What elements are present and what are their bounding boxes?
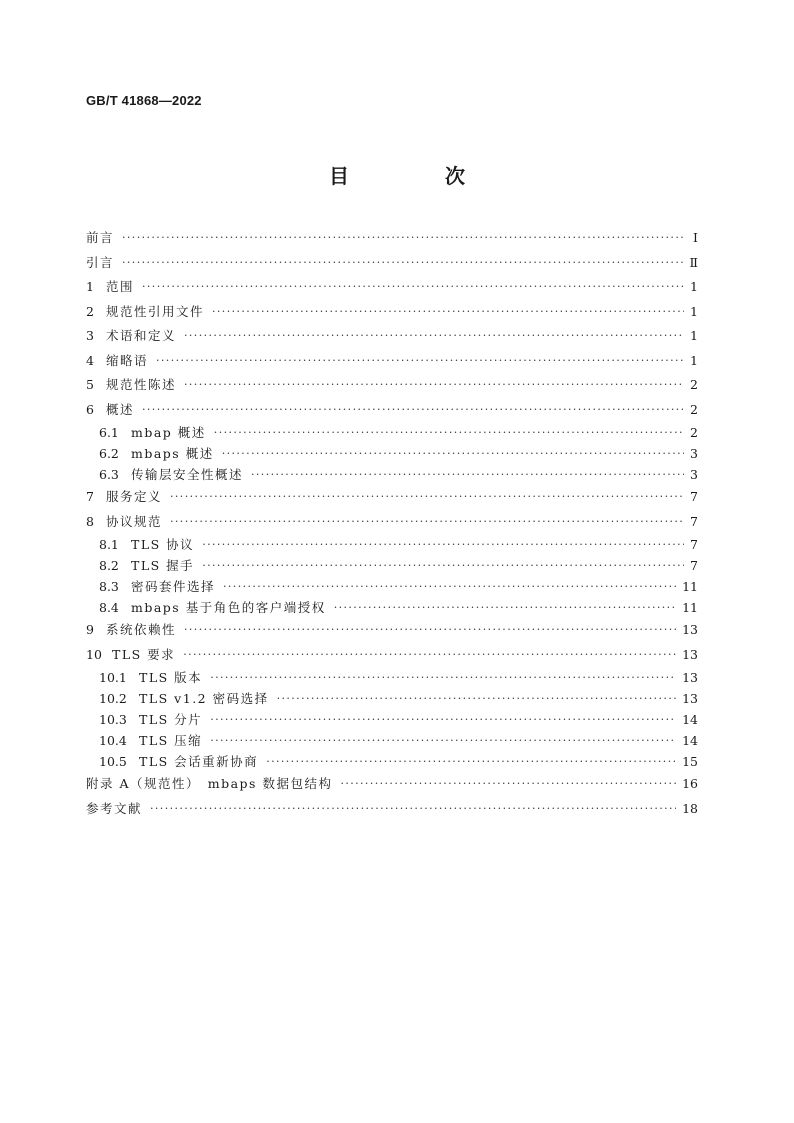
toc-entry-text: TLS v1.2 密码选择 — [139, 690, 269, 706]
toc-leader-dots — [334, 600, 676, 614]
toc-leader-dots — [277, 691, 677, 705]
toc-page-number: 2 — [690, 401, 698, 417]
toc-leader-dots — [210, 712, 676, 726]
toc-leader-dots — [156, 353, 684, 367]
toc-entry-number: 8 — [86, 513, 94, 529]
toc-page-number: Ⅱ — [689, 254, 698, 270]
toc-entry-number: 3 — [86, 328, 94, 344]
toc-page-number: 11 — [682, 599, 698, 615]
toc-entry-text: 范围 — [106, 279, 135, 295]
toc-page-number: 13 — [682, 622, 698, 638]
toc-entry-10-2[interactable] — [86, 688, 698, 709]
toc-entry-number: 10.5 — [99, 753, 127, 769]
toc-entry-text: 服务定义 — [106, 489, 163, 505]
toc-entry-text: TLS 协议 — [131, 536, 195, 552]
toc-entry-number: 6.3 — [99, 466, 119, 482]
toc-page-number: 7 — [690, 536, 698, 552]
toc-entry-number: 4 — [86, 352, 94, 368]
toc-entry-number: 10 — [86, 646, 102, 662]
toc-page-number: 1 — [690, 352, 698, 368]
toc-entry-number: 6.1 — [99, 424, 119, 440]
toc-entry-number: 10.1 — [99, 669, 127, 685]
toc-entry-number: 5 — [86, 377, 94, 393]
toc-page-number: 7 — [690, 513, 698, 529]
toc-entry-text: 系统依赖性 — [106, 622, 177, 638]
toc-leader-dots — [122, 255, 683, 269]
toc-page-number: 3 — [690, 466, 698, 482]
toc-entry-number: 2 — [86, 303, 94, 319]
toc-entry-annex-a[interactable] — [86, 772, 698, 797]
toc-entry-number: 1 — [86, 279, 94, 295]
toc-leader-dots — [210, 670, 676, 684]
toc-leader-dots — [210, 733, 676, 747]
toc-entry-text: TLS 压缩 — [139, 732, 203, 748]
toc-entry-8-1[interactable] — [86, 534, 698, 555]
toc-entry-foreword[interactable] — [86, 226, 698, 251]
toc-entry-number: 10.4 — [99, 732, 127, 748]
toc-entry-8-2[interactable] — [86, 555, 698, 576]
toc-entry-text: mbap 概述 — [131, 424, 206, 440]
toc-entry-text: 密码套件选择 — [131, 578, 216, 594]
toc-entry-10[interactable] — [86, 643, 698, 668]
toc-entry-text: 附录 A（规范性） mbaps 数据包结构 — [86, 776, 333, 792]
toc-page-number: 15 — [682, 753, 698, 769]
toc-entry-5[interactable] — [86, 373, 698, 398]
toc-page-number: 13 — [682, 669, 698, 685]
toc-leader-dots — [222, 446, 684, 460]
toc-page-number: 2 — [690, 377, 698, 393]
toc-leader-dots — [214, 425, 684, 439]
toc-entry-6-2[interactable] — [86, 443, 698, 464]
toc-entry-10-1[interactable] — [86, 667, 698, 688]
toc-entry-text: 概述 — [106, 401, 135, 417]
toc-leader-dots — [142, 402, 684, 416]
toc-entry-number: 8.3 — [99, 578, 119, 594]
toc-leader-dots — [223, 579, 676, 593]
toc-entry-10-3[interactable] — [86, 709, 698, 730]
toc-page-number: 14 — [682, 711, 698, 727]
toc-page-number: 16 — [682, 776, 698, 792]
toc-entry-text: 规范性引用文件 — [106, 303, 205, 319]
toc-entry-number: 9 — [86, 622, 94, 638]
toc-entry-number: 8.4 — [99, 599, 119, 615]
toc-entry-number: 6.2 — [99, 445, 119, 461]
standard-number: GB/T 41868—2022 — [86, 93, 202, 108]
toc-entry-text: 参考文献 — [86, 800, 143, 816]
toc-entry-text: 术语和定义 — [106, 328, 177, 344]
toc-entry-text: TLS 分片 — [139, 711, 203, 727]
toc-page-number: 1 — [690, 328, 698, 344]
toc-entry-bibliography[interactable] — [86, 797, 698, 822]
toc-entry-number: 10.3 — [99, 711, 127, 727]
toc-page-number: 7 — [690, 557, 698, 573]
toc-leader-dots — [184, 377, 684, 391]
toc-page-number: 13 — [682, 646, 698, 662]
toc-entry-10-4[interactable] — [86, 730, 698, 751]
toc-entry-text: 传输层安全性概述 — [131, 466, 244, 482]
toc-page-number: 2 — [690, 424, 698, 440]
toc-entry-text: mbaps 概述 — [131, 445, 214, 461]
toc-entry-9[interactable] — [86, 618, 698, 643]
toc-entry-text: TLS 要求 — [112, 646, 176, 662]
toc-entry-2[interactable] — [86, 300, 698, 325]
toc-leader-dots — [170, 489, 684, 503]
table-of-contents — [86, 226, 698, 821]
toc-leader-dots — [122, 230, 684, 244]
toc-entry-1[interactable] — [86, 275, 698, 300]
toc-entry-10-5[interactable] — [86, 751, 698, 772]
toc-entry-4[interactable] — [86, 349, 698, 374]
toc-page-number: 1 — [690, 303, 698, 319]
toc-entry-8-3[interactable] — [86, 576, 698, 597]
toc-page-number: 1 — [690, 279, 698, 295]
toc-page-number: 13 — [682, 690, 698, 706]
toc-entry-text: 前言 — [86, 230, 115, 246]
toc-entry-text: TLS 握手 — [131, 557, 195, 573]
toc-entry-6[interactable] — [86, 398, 698, 423]
toc-entry-number: 10.2 — [99, 690, 127, 706]
toc-leader-dots — [340, 776, 676, 790]
toc-entry-6-3[interactable] — [86, 464, 698, 485]
toc-entry-introduction[interactable] — [86, 251, 698, 276]
toc-entry-text: 规范性陈述 — [106, 377, 177, 393]
toc-page-number: 11 — [682, 578, 698, 594]
toc-entry-text: 协议规范 — [106, 513, 163, 529]
toc-entry-8[interactable] — [86, 510, 698, 535]
toc-leader-dots — [202, 558, 684, 572]
toc-entry-6-1[interactable] — [86, 422, 698, 443]
toc-entry-3[interactable] — [86, 324, 698, 349]
toc-page-number: 14 — [682, 732, 698, 748]
toc-entry-text: 引言 — [86, 254, 115, 270]
toc-page-number: 18 — [682, 800, 698, 816]
toc-entry-number: 8.1 — [99, 536, 119, 552]
toc-leader-dots — [251, 467, 684, 481]
toc-leader-dots — [142, 279, 684, 293]
toc-leader-dots — [170, 514, 684, 528]
toc-leader-dots — [202, 537, 684, 551]
toc-entry-number: 6 — [86, 401, 94, 417]
toc-page-number: 7 — [690, 489, 698, 505]
toc-page-number: 3 — [690, 445, 698, 461]
toc-title: 目 次 — [329, 164, 503, 188]
toc-entry-8-4[interactable] — [86, 597, 698, 618]
toc-leader-dots — [183, 647, 676, 661]
toc-leader-dots — [150, 801, 676, 815]
toc-entry-number: 7 — [86, 489, 94, 505]
toc-entry-text: 缩略语 — [106, 352, 149, 368]
toc-entry-number: 8.2 — [99, 557, 119, 573]
toc-leader-dots — [184, 328, 684, 342]
toc-entry-text: TLS 会话重新协商 — [139, 753, 259, 769]
toc-entry-text: TLS 版本 — [139, 669, 203, 685]
toc-leader-dots — [266, 754, 676, 768]
toc-leader-dots — [184, 622, 676, 636]
toc-entry-7[interactable] — [86, 485, 698, 510]
toc-page-number: Ⅰ — [693, 230, 698, 246]
toc-leader-dots — [212, 304, 684, 318]
toc-entry-text: mbaps 基于角色的客户端授权 — [131, 599, 326, 615]
